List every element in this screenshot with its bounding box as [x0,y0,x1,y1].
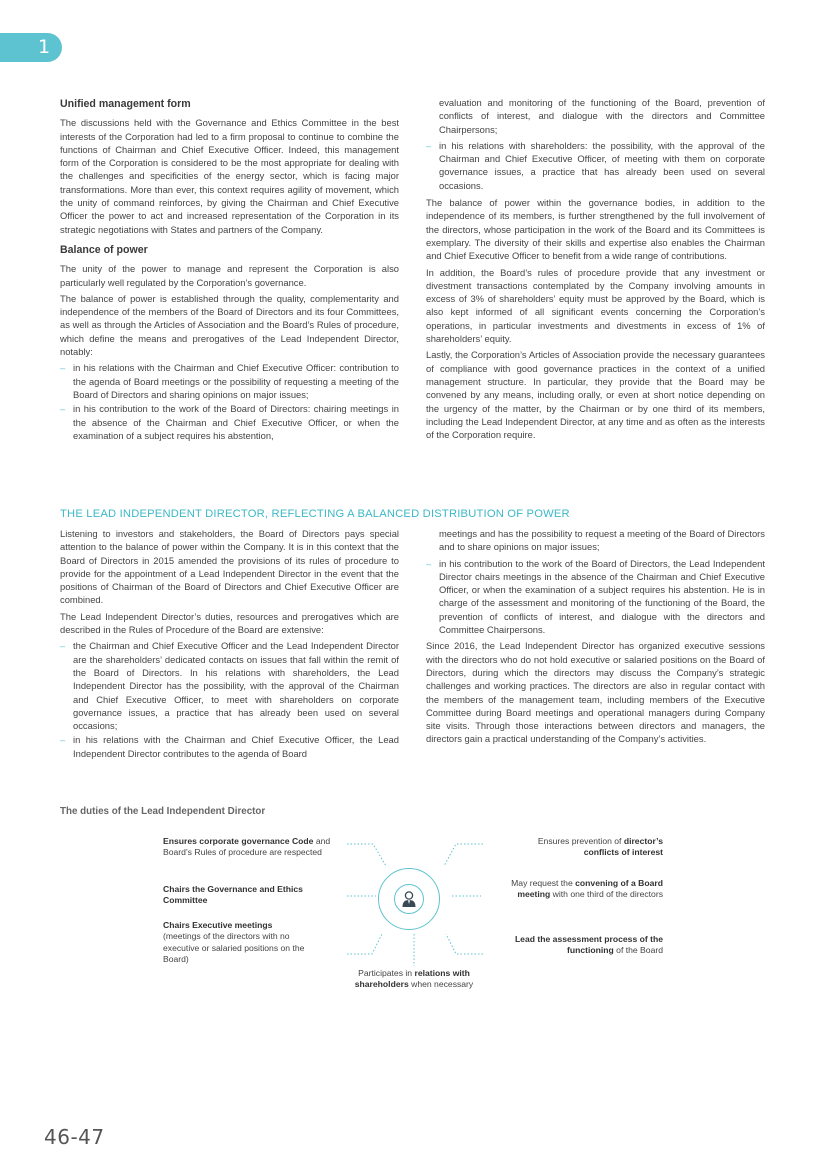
paragraph: Listening to investors and stakeholders, the Board of Directors pays special attention to the balance of power within the Company. It is in this context that the Board of Directors in 2015 amended the provisions of its rules of procedure to provide for the appointment of a Lead Independent Director in the event that the positions of Chairman of the Board of Directors and Chief Executive Officer are combined. [60,528,399,606]
chapter-tab [0,33,62,62]
list-item: – in his relations with the Chairman and Chief Executive Officer: contribution to the agenda of Board meetings or the possibility of requesting a meeting of the Board of Directors and sharing opinions on major issues; [60,362,399,400]
bullet-list [426,139,765,192]
paragraph: The discussions held with the Governance and Ethics Committee in the best interests of the Corporation had led to a firm proposal to continue to combine the functions of Chairman and Chief Executive Officer. Indeed, this management form of the Corporation is considered to be the most appropriate for dealing with the challenges and specificities of the energy sector, which is facing major transformations. More than ever, this context requires agility of movement, which the unity of command reinforces, by giving the Chairman and Chief Executive Officer the power to act and increased representation of the Corporation in its strategic negotiations with States and partners of the Company. [60,117,399,235]
right-column-top [426,96,765,444]
left-column-bottom [60,527,399,761]
duty-executive-meetings: Chairs Executive meetings (meetings of the directors with no executive or salaried positions on the Board) [163,920,305,965]
list-item-continuation: evaluation and monitoring of the functioning of the Board, prevention of conflicts of interest, and dialogue with the directors and Committee Chairpersons; [439,97,765,135]
duty-convening-board: May request the convening of a Board meeting with one third of the directors [511,878,663,900]
heading-balance-of-power: Balance of power [60,243,148,256]
bullet-list [426,557,765,637]
duty-shareholder-relations: Participates in relations with shareholders when necessary [354,968,474,990]
right-column-bottom [426,527,765,749]
paragraph: Lastly, the Corporation’s Articles of Association provide the necessary guarantees of compliance with good governance practices in the context of a unified management structure. In particular, they provide that the Board may be convened by any means, including orally, or even at short notice depending on the urgency of the matter, by the Chairman or by one third of its members, including the Lead Independent Director, at any time and as often as the interests of the Corporation require. [426,349,765,441]
left-column-top [60,96,399,443]
bullet-list [60,361,399,442]
page-number: 46-47 [44,1125,105,1149]
duty-chairs-committee: Chairs the Governance and Ethics Committee [163,884,303,906]
duty-assessment-process: Lead the assessment process of the functioning of the Board [514,934,663,956]
person-icon [399,889,419,909]
paragraph: The unity of the power to manage and represent the Corporation is also particularly well regulated by the Corporation’s governance. [60,263,399,288]
paragraph: In addition, the Board’s rules of procedure provide that any investment or divestment transactions contemplated by the Company involving amounts in excess of 3% of shareholders’ equity must be approved by the Board, which is also kept informed of all significant events concerning the Corporation’s operations, in particular investments and divestments in excess of 1% of shareholders’ equity. [426,266,765,345]
bullet-list [60,639,399,760]
heading-unified-management: Unified management form [60,98,191,110]
paragraph: The balance of power within the governance bodies, in addition to the independence of its members, is further strengthened by the full involvement of the directors, whose participation in the work of the Board and its Committees is exemplary. The diversity of their skills and expertise also enables the Chairman and Chief Executive Officer to benefit from a wide range of contributions. [426,197,765,262]
duty-governance-code: Ensures corporate governance Code and Board’s Rules of procedure are respected [163,836,331,858]
duties-title: The duties of the Lead Independent Director [60,806,266,817]
paragraph: The balance of power is established through the quality, complementarity and independence of the members of the Board of Directors and its four Committees, as well as through the Articles of Association and the Board’s Rules of procedure, which define the means and prerogatives of the Lead Independent Director, notably: [60,292,399,358]
chapter-number: 1 [38,36,51,58]
section-title: THE LEAD INDEPENDENT DIRECTOR, REFLECTING A BALANCED DISTRIBUTION OF POWER [60,508,570,520]
list-item: – in his relations with the Chairman and Chief Executive Officer, the Lead Independent Director contributes to the agenda of Board [60,734,399,759]
lead-director-hub [378,868,440,930]
duties-diagram [0,830,825,1000]
director-icon [394,884,424,914]
list-item: – in his contribution to the work of the Board of Directors, the Lead Independent Director chairs meetings in the absence of the Chairman and Chief Executive Officer, or when the examination of a subject requires his abstention. He is in charge of the assessment and monitoring of the functioning of the Board, the prevention of conflicts of interest, and dialogue with the directors and Committee Chairpersons. [426,557,765,636]
list-item: – in his relations with shareholders: the possibility, with the approval of the Chairman and Chief Executive Officer, of meeting with them on corporate governance issues, a practice that has already been used on several occasions. [426,139,765,191]
list-item-continuation: meetings and has the possibility to request a meeting of the Board of Directors and to share opinions on major issues; [439,528,765,553]
paragraph: The Lead Independent Director’s duties, resources and prerogatives which are described in the Rules of Procedure of the Board are extensive: [60,610,399,636]
list-item: – in his contribution to the work of the Board of Directors: chairing meetings in the absence of the Chairman and Chief Executive Officer, or when the examination of a subject requires his abstention, [60,403,399,441]
list-item: – the Chairman and Chief Executive Officer and the Lead Independent Director are the shareholders’ dedicated contacts on issues that fall within the remit of the Board of Directors. In his relations with shareholders, the Lead Independent Director has the possibility, with the approval of the Chairman and Chief Executive Officer, to meet with shareholders on corporate governance issues, a practice that has already been used on several occasions; [60,640,399,732]
paragraph: Since 2016, the Lead Independent Director has organized executive sessions with the directors who do not hold executive or salaried positions on the Board of Directors, during which the directors may discuss the Company’s strategic challenges and working practices. The directors are also in regular contact with the members of the management team, including members of the Executive Committee during Board meetings and operational managers during Company site visits. Through those interactions between directors and managers, the directors gain a practical understanding of the Company’s activities. [426,640,765,745]
duty-conflicts-of-interest: Ensures prevention of director’s conflicts of interest [537,836,663,858]
